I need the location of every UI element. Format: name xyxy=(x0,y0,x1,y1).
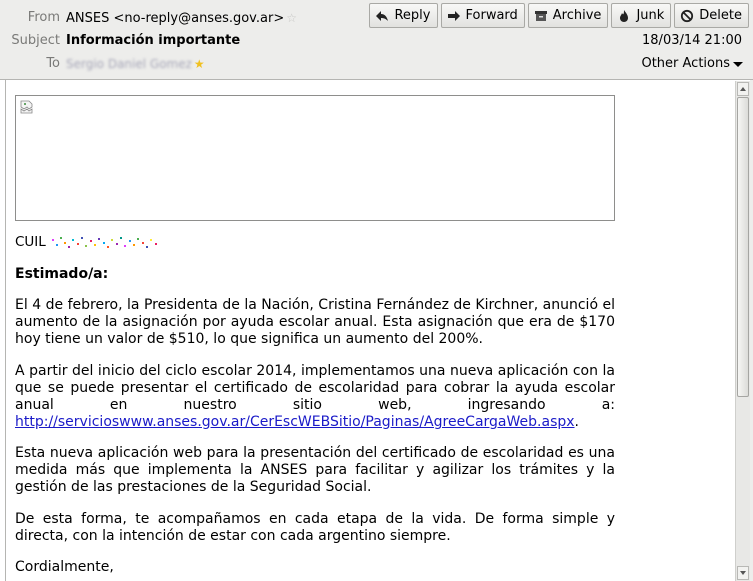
broken-image xyxy=(15,95,615,221)
chevron-down-icon xyxy=(733,62,743,67)
paragraph-2 xyxy=(15,363,615,431)
reply-button[interactable] xyxy=(369,3,437,28)
to-row xyxy=(0,54,400,74)
cuil-line xyxy=(15,234,162,250)
aplicacion-link[interactable]: http://servicioswww.anses.gov.ar/CerEscWEBSitio/Paginas/AgreeCargaWeb.aspx xyxy=(15,414,575,430)
paragraph-4: De esta forma, te acompañamos en cada etapa de la vida. De forma simple y directa, con la intención de estar con cada argentino siempre. xyxy=(15,511,615,544)
paragraph-3: Esta nueva aplicación web para la presentación del certificado de escolaridad es una medida más que implementa la ANSES para facilitar y agilizar los trámites y la gestión de las prestaciones de la Seguridad Social. xyxy=(15,445,615,495)
message-date: 18/03/14 21:00 xyxy=(642,33,742,48)
message-toolbar xyxy=(369,3,749,29)
obscured-cuil-number xyxy=(50,235,162,249)
message-body xyxy=(6,81,735,581)
subject-label: Subject xyxy=(11,33,60,48)
from-label: From xyxy=(27,10,60,25)
message-header xyxy=(0,0,753,80)
other-actions-label: Other Actions xyxy=(641,56,730,71)
reply-label: Reply xyxy=(394,8,431,23)
subject-row xyxy=(0,31,400,51)
reply-arrow-icon xyxy=(375,9,389,23)
archive-label: Archive xyxy=(552,8,602,23)
forward-arrow-icon xyxy=(447,9,461,23)
from-value[interactable]: ANSES <no-reply@anses.gov.ar> ☆ xyxy=(66,11,297,26)
broken-image-icon xyxy=(20,100,34,114)
junk-button[interactable] xyxy=(611,3,671,28)
vertical-scrollbar[interactable] xyxy=(735,81,750,581)
star-icon[interactable]: ☆ xyxy=(286,11,297,25)
archive-box-icon xyxy=(534,9,548,23)
scroll-up-arrow-icon[interactable] xyxy=(737,82,749,96)
paragraph-1: El 4 de febrero, la Presidenta de la Nación, Cristina Fernández de Kirchner, anunció el aumento de la asignación por ayuda escolar anual. Esta asignación que era de $170 hoy tiene un valor de $510, lo que significa un aumento del 200%. xyxy=(15,297,615,347)
junk-flame-icon xyxy=(617,9,631,23)
forward-button[interactable] xyxy=(441,3,525,28)
star-icon[interactable]: ★ xyxy=(193,57,205,71)
paragraph-2-end: . xyxy=(574,414,579,430)
to-label: To xyxy=(46,56,60,71)
paragraph-2-text: A partir del inicio del ciclo escolar 2014, implementamos una nueva aplicación con la que se puede presentar el certificado de escolaridad para cobrar la ayuda escolar anual en nuestro sitio web, ingresando a: xyxy=(15,363,615,413)
delete-button[interactable] xyxy=(674,3,749,28)
delete-circle-icon xyxy=(680,9,694,23)
other-actions-menu[interactable] xyxy=(641,54,743,74)
to-value[interactable] xyxy=(66,54,205,75)
delete-label: Delete xyxy=(699,8,742,23)
recipient-name: Sergio Daniel Gomez xyxy=(66,57,192,71)
subject-value: Información importante xyxy=(66,33,241,48)
greeting: Estimado/a: xyxy=(15,266,109,282)
closing: Cordialmente, xyxy=(15,559,114,575)
junk-label: Junk xyxy=(636,8,665,23)
scrollbar-thumb[interactable] xyxy=(737,97,749,397)
cuil-label: CUIL xyxy=(15,234,46,250)
forward-label: Forward xyxy=(465,8,518,23)
from-row xyxy=(0,8,400,28)
archive-button[interactable] xyxy=(528,3,609,28)
scroll-down-arrow-icon[interactable] xyxy=(737,566,749,580)
